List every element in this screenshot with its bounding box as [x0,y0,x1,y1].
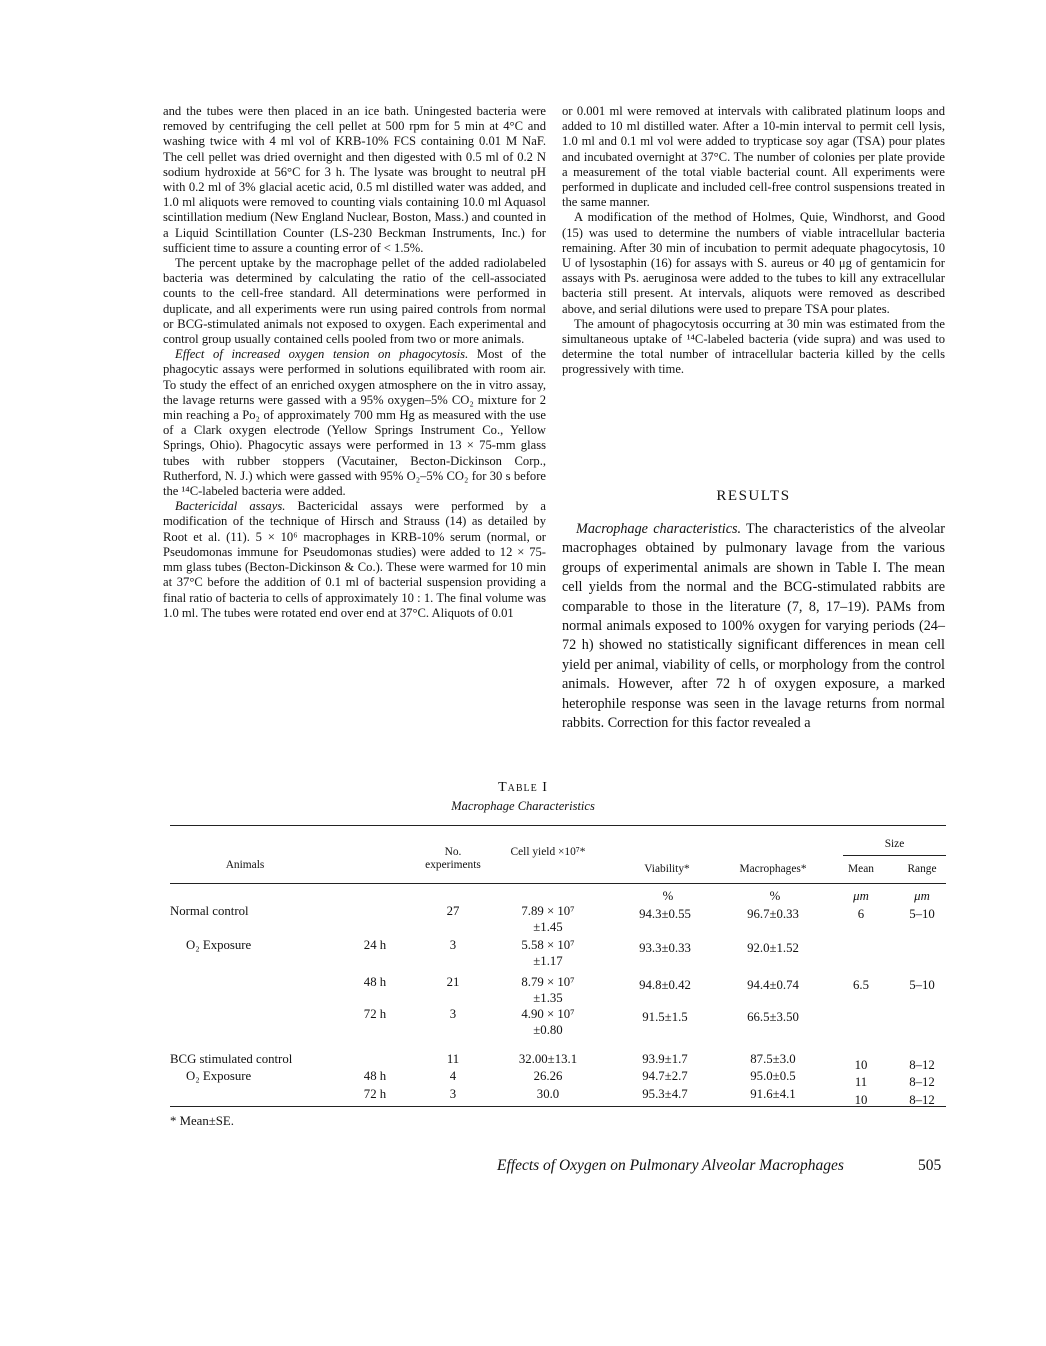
right-paragraph-3: The amount of phagocytosis occurring at 30 min was estimated from the simultaneous uptake of ¹⁴C-labeled bacteria (vide supra) and was used to determine the total number of intracellular bacteria killed by the cells progressively with time. [562,316,945,377]
unit-mean: μm [853,889,869,903]
macrophage-characteristics-heading: Macrophage characteristics. [576,521,742,537]
cell-yield: 4.90 × 10⁷ [521,1007,575,1021]
cell-macrophages: 92.0±1.52 [747,941,799,955]
header-mean: Mean [848,863,874,875]
header-animals: Animals [225,859,265,871]
cell-time: 72 h [363,1007,387,1021]
cell-range: 5–10 [909,907,935,921]
right-paragraph-2: A modification of the method of Holmes, Quie, Windhorst, and Good (15) was used to determine the numbers of viable intracellular bacteria remaining. After 30 min of incubation to permit adequate phagocytosis, 10 U of lysostaphin (16) for assays with S. aureus or 40 μg of gentamicin for assays with Ps. aeruginosa were added to the tubes to kill any extracellular bacteria still present. At intervals, aliquots were removed as described above, and serial dilutions were used to prepare TSA pour plates. [562,210,945,316]
cell-macrophages: 96.7±0.33 [747,907,799,921]
cell-yield: 32.00±13.1 [518,1052,578,1066]
unit-viability: % [662,889,674,903]
oxygen-tension-heading: Effect of increased oxygen tension on phagocytosis. [175,347,469,362]
cell-range: 8–12 [909,1075,935,1089]
table-bottom-rule [170,1106,946,1107]
right-paragraph-4 [562,520,945,733]
cell-yield: 30.0 [536,1087,560,1101]
page-number: 505 [918,1157,942,1174]
cell-yield-se: ±1.35 [533,991,563,1005]
table-header-rule [170,883,946,884]
header-macrophages: Macrophages* [739,863,807,875]
cell-n: 11 [446,1052,460,1066]
right-paragraph-1: or 0.001 ml were removed at intervals with calibrated platinum loops and added to 10 ml distilled water. After a 10-min interval to permit cell lysis, 1.0 ml and 0.1 ml vol were added to trypticase soy agar (TSA) pour plates and incubated overnight at 37°C. The number of colonies per plate provide a measurement of the total viable bacterial count. All experiments were performed in duplicate and included cell-free control suspensions treated in the same manner. [562,104,945,210]
cell-viability: 93.3±0.33 [639,941,691,955]
cell-viability: 95.3±4.7 [642,1087,688,1101]
cell-n: 3 [449,1087,457,1101]
left-paragraph-4 [163,499,546,621]
cell-viability: 94.8±0.42 [639,978,691,992]
bactericidal-text: Bactericidal assays were performed by a modification of the technique of Hirsch and Strauss (14) as detailed by Root et al. (11). 5 × 10⁶ macrophages in KRB-10% serum (normal, or Pseudomonas immune for Pseudomonas studies) were added to 12 × 75-mm glass tubes (Becton-Dickinson & Co.). These were warmed for 10 min at 37°C before the addition of 0.1 ml of bacterial suspension providing a final ratio of bacteria to cells of approximately 10 : 1. The final volume was 1.0 ml. The tubes were rotated end over end at 37°C. Aliquots of 0.01 [163,499,546,620]
cell-n: 3 [449,938,457,952]
header-cell-yield: Cell yield ×10⁷* [510,846,586,858]
cell-n: 27 [446,904,460,918]
left-paragraph-3 [163,347,546,499]
header-viability: Viability* [644,863,690,875]
cell-macrophages: 87.5±3.0 [750,1052,796,1066]
cell-range: 8–12 [909,1093,935,1107]
cell-time: 24 h [363,938,387,952]
left-column [163,104,546,621]
table-top-rule [170,825,946,826]
cell-macrophages: 91.6±4.1 [750,1087,796,1101]
unit-range: μm [914,889,930,903]
cell-n: 4 [449,1069,457,1083]
cell-range: 5–10 [909,978,935,992]
cell-yield-se: ±0.80 [533,1023,563,1037]
table-footnote: * Mean±SE. [170,1114,234,1128]
header-size: Size [884,838,905,850]
cell-mean: 11 [854,1075,868,1089]
cell-yield: 26.26 [533,1069,563,1083]
cell-yield: 7.89 × 10⁷ [521,904,575,918]
cell-animal: BCG stimulated control [170,1052,293,1066]
cell-yield: 8.79 × 10⁷ [521,975,575,989]
cell-viability: 91.5±1.5 [642,1010,688,1024]
cell-animal: O₂ Exposure [186,938,252,952]
unit-macrophages: % [769,889,781,903]
cell-time: 48 h [363,1069,387,1083]
size-header-rule [843,855,946,856]
cell-time: 48 h [363,975,387,989]
cell-mean: 6.5 [853,978,869,992]
results-heading: RESULTS [716,488,791,504]
cell-yield: 5.58 × 10⁷ [521,938,575,952]
macrophage-characteristics-text: The characteristics of the alveolar macrophages obtained by pulmonary lavage from the various groups of experimental animals are shown in Table I. The mean cell yields from the normal and the BCG-stimulated rabbits are comparable to those in the literature (7, 8, 17–19). PAMs from normal animals exposed to 100% oxygen for varying periods (24–72 h) showed no statistically significant differences in mean cell yield per animal, viability of cells, or morphology from the control animals. However, after 72 h of oxygen exposure, a marked heterophile response was seen in the lavage returns from normal rabbits. Correction for this factor revealed a [562,521,945,732]
header-experiments: No. experiments [425,846,481,871]
cell-yield-se: ±1.45 [533,920,563,934]
cell-mean: 10 [854,1093,868,1107]
table-label: Table I [498,780,548,795]
running-footer-title: Effects of Oxygen on Pulmonary Alveolar Macrophages [497,1157,844,1174]
cell-macrophages: 95.0±0.5 [750,1069,796,1083]
results-text [562,520,945,733]
cell-mean: 6 [857,907,865,921]
cell-animal: Normal control [170,904,249,918]
cell-viability: 93.9±1.7 [642,1052,688,1066]
cell-viability: 94.7±2.7 [642,1069,688,1083]
bactericidal-heading: Bactericidal assays. [175,499,286,514]
table-title: Macrophage Characteristics [451,799,595,813]
cell-macrophages: 66.5±3.50 [747,1010,799,1024]
cell-mean: 10 [854,1058,868,1072]
cell-macrophages: 94.4±0.74 [747,978,799,992]
left-paragraph-2: The percent uptake by the macrophage pellet of the added radiolabeled bacteria was determined by calculating the ratio of the cell-associated counts to the cell-free standard. All determinations were performed in duplicate, and all experiments were run using paired controls from normal or BCG-stimulated animals not exposed to oxygen. Each experimental and control group usually contained cells pooled from two or more animals. [163,256,546,347]
header-range: Range [907,863,937,875]
oxygen-tension-text: Most of the phagocytic assays were performed in solutions equilibrated with room air. To study the effect of an enriched oxygen atmosphere on the in vitro assay, the lavage returns were gassed with a 95% oxygen–5% CO₂ mixture for 2 min reaching a Po₂ of approximately 700 mm Hg as measured with the use of a Clark oxygen electrode (Yellow Springs Instrument Co., Yellow Springs, Ohio). Phagocytic assays were performed in 13 × 75-mm glass tubes with rubber stoppers (Vacutainer, Becton-Dickinson Corp., Rutherford, N. J.) which were gassed with 95% O₂–5% CO₂ for 30 s before the ¹⁴C-labeled bacteria were added. [163,347,546,499]
cell-animal: O₂ Exposure [186,1069,252,1083]
cell-viability: 94.3±0.55 [639,907,691,921]
cell-n: 21 [446,975,460,989]
cell-time: 72 h [363,1087,387,1101]
cell-yield-se: ±1.17 [533,954,563,968]
right-column [562,104,945,378]
cell-n: 3 [449,1007,457,1021]
cell-range: 8–12 [909,1058,935,1072]
left-paragraph-1: and the tubes were then placed in an ice bath. Uningested bacteria were removed by centrifuging the cell pellet at 500 rpm for 5 min at 4°C and washing twice with 4 ml vol of KRB-10% FCS containing 0.01 M NaF. The cell pellet was dried overnight and then digested with 0.5 ml of 0.2 N sodium hydroxide at 56°C for 3 h. The lysate was brought to neutral pH with 0.2 ml of 3% glacial acetic acid, 0.5 ml distilled water was added, and 1.0 ml aliquots were removed to counting vials containing 10.0 ml Aquasol scintillation medium (New England Nuclear, Boston, Mass.) and counted in a Liquid Scintillation Counter (LS-230 Beckman Instruments, Inc.) for sufficient time to assure a counting error of < 1.5%. [163,104,546,255]
